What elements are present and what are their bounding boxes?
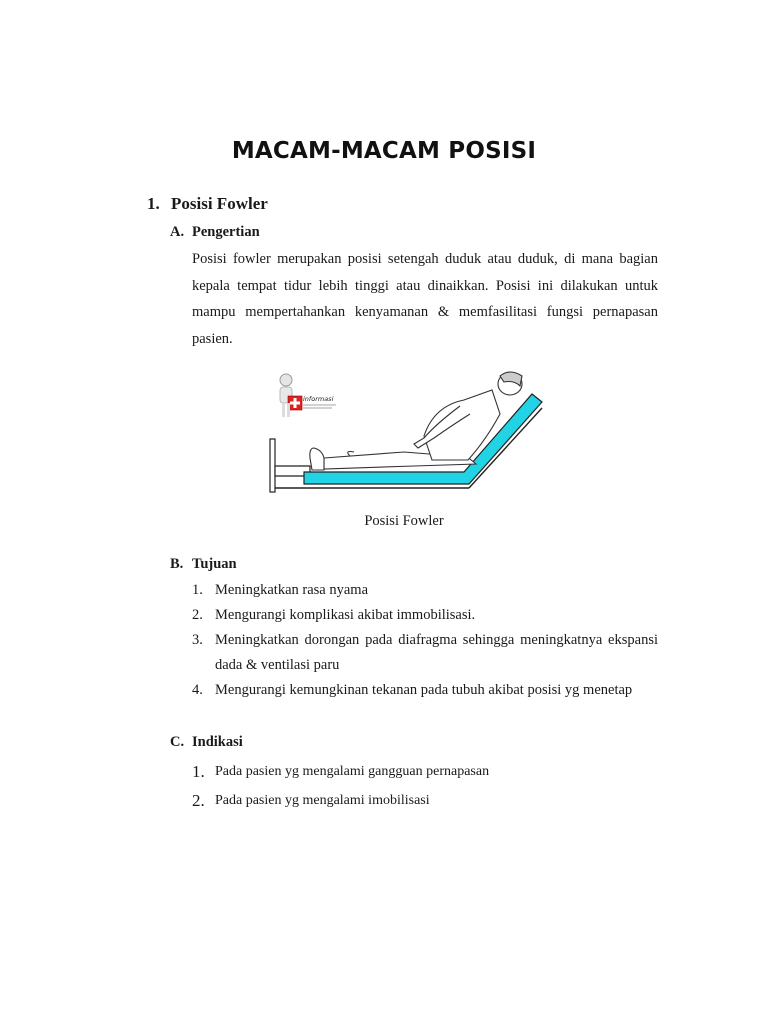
item-number: 4. — [192, 682, 203, 698]
logo-text: informasi — [303, 395, 334, 403]
subheading-indikasi — [170, 734, 243, 751]
subheading-label: Pengertian — [192, 224, 260, 240]
item-text: Mengurangi kemungkinan tekanan pada tubuh akibat posisi yg menetap — [215, 682, 633, 698]
subheading-label: Tujuan — [192, 556, 237, 572]
subheading-label: Indikasi — [192, 734, 243, 750]
list-item — [192, 678, 658, 703]
item-text: Pada pasien yg mengalami imobilisasi — [215, 793, 430, 808]
indikasi-list — [192, 757, 489, 815]
list-item — [192, 578, 658, 603]
fowler-position-image — [264, 366, 544, 496]
subheading-letter: C. — [170, 734, 185, 750]
item-number: 1. — [192, 762, 205, 781]
item-text: Pada pasien yg mengalami gangguan pernapasan — [215, 764, 490, 779]
list-item — [192, 757, 489, 786]
list-item — [192, 603, 658, 628]
list-item — [192, 628, 658, 678]
subheading-pengertian — [170, 224, 260, 241]
section-title: Posisi Fowler — [171, 194, 268, 213]
item-text: Mengurangi komplikasi akibat immobilisasi. — [215, 607, 476, 623]
tujuan-list — [192, 578, 658, 703]
fowler-illustration — [264, 366, 544, 496]
item-number: 3. — [192, 632, 203, 648]
info-logo-icon — [280, 374, 336, 417]
bed-icon — [270, 394, 542, 492]
item-number: 2. — [192, 791, 205, 810]
section-number: 1. — [147, 194, 160, 213]
pengertian-paragraph: Posisi fowler merupakan posisi setengah duduk atau duduk, di mana bagian kepala tempat tidur lebih tinggi atau dinaikkan. Posisi ini dilakukan untuk mampu mempertahankan kenyamanan & memfasilitasi fungsi pernapasan pasien. — [192, 251, 658, 348]
item-number: 2. — [192, 607, 203, 623]
section-heading — [147, 194, 268, 214]
subheading-tujuan — [170, 556, 237, 573]
subheading-letter: B. — [170, 556, 184, 572]
item-number: 1. — [192, 582, 203, 598]
item-text: Meningkatkan rasa nyama — [215, 582, 369, 598]
item-text: Meningkatkan dorongan pada diafragma sehingga meningkatnya ekspansi dada & ventilasi paru — [215, 632, 658, 673]
list-item — [192, 786, 489, 815]
page-title: MACAM-MACAM POSISI — [231, 138, 537, 164]
figure-caption: Posisi Fowler — [364, 513, 444, 529]
subheading-letter: A. — [170, 224, 185, 240]
